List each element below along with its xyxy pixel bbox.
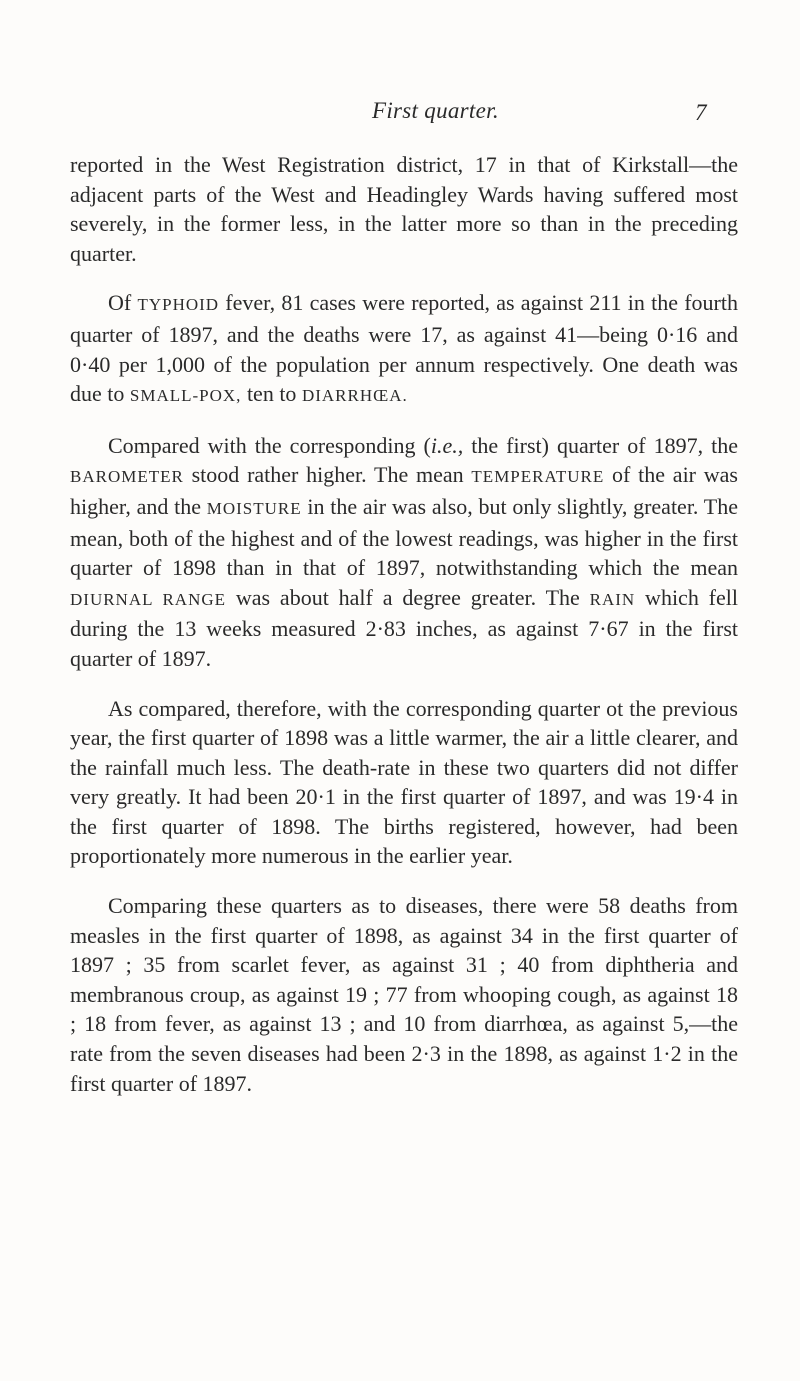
running-head — [0, 98, 800, 138]
paragraph-2-text: fever, 81 cases were reported, as against 211 in the fourth quarter of 1897, and the deaths were 17, as against 41—being 0·16 and 0·40 per 1,000 of the population per annum respectively. One death was due to — [70, 290, 738, 407]
paragraph-1-text: reported in the West Registration district, 17 in that of Kirkstall—the adjacent parts of the West and Headingley Wards having suffered most severely, in the former less, in the latter more so than in the preceding quarter. — [70, 152, 738, 266]
typhoid-term: TYPHOID — [137, 295, 220, 315]
diarrhoea-term: DIARRHŒA. — [301, 386, 408, 406]
temperature-term: TEMPERATURE — [471, 467, 605, 487]
paragraph-3-text: which fell during the 13 weeks measured 2·83 inches, as against 7·67 in the first quarter of 1897. — [70, 584, 738, 671]
paragraph-4 — [70, 694, 738, 872]
paragraph-3-text: was about half a degree greater. The — [226, 584, 590, 610]
paragraph-3-text: stood rather higher. The mean — [183, 462, 472, 488]
paragraph-2-text: ten to — [241, 381, 302, 407]
paragraph-2 — [70, 288, 738, 410]
paragraph-3-text: in the air was also, but only slightly, greater. The mean, both of the highest and of the lowest readings, was higher in the first quarter of 1898 than in that of 1897, notwithstanding which the mean — [70, 493, 738, 581]
paragraph-5-text: Comparing these quarters as to diseases, there were 58 deaths from measles in the first quarter of 1898, as against 34 in the first quarter of 1897 ; 35 from scarlet fever, as against 31 ; 40 from diphtheria and membranous croup, as against 19 ; 77 from whooping cough, as against 18 ; 18 from fever, as against 13 ; and 10 from diarrhœa, as against 5,—the rate from the seven diseases had been 2·3 in the 1898, as against 1·2 in the first quarter of 1897. — [70, 893, 738, 1096]
body-text — [70, 150, 738, 1118]
paragraph-1 — [70, 150, 738, 268]
paragraph-3-text: Compared with the corresponding ( — [108, 432, 431, 458]
paragraph-2-text: Of — [108, 290, 138, 316]
ie-abbreviation: i.e., — [430, 432, 464, 458]
moisture-term: MOISTURE — [206, 498, 302, 518]
paragraph-3 — [70, 431, 738, 674]
paragraph-5 — [70, 891, 738, 1098]
paragraph-4-text: As compared, therefore, with the corresponding quarter ot the previous year, the first quarter of 1898 was a little warmer, the air a little clearer, and the rainfall much less. The death-rate in these two quarters did not differ very greatly. It had been 20·1 in the first quarter of 1897, and was 19·4 in the first quarter of 1898. The births registered, however, had been proportionately more numerous in the earlier year. — [70, 695, 738, 869]
diurnal-range-term: DIURNAL RANGE — [70, 589, 227, 609]
page-number: 7 — [695, 100, 707, 125]
rain-term: RAIN — [589, 589, 636, 609]
barometer-term: BAROMETER — [70, 467, 184, 487]
paragraph-3-text: the first) quarter of 1897, the — [463, 432, 738, 458]
paragraph-3-text: of the air was higher, and the — [70, 462, 738, 519]
running-title: First quarter. — [372, 98, 499, 123]
small-pox-term: SMALL-POX, — [129, 386, 242, 406]
